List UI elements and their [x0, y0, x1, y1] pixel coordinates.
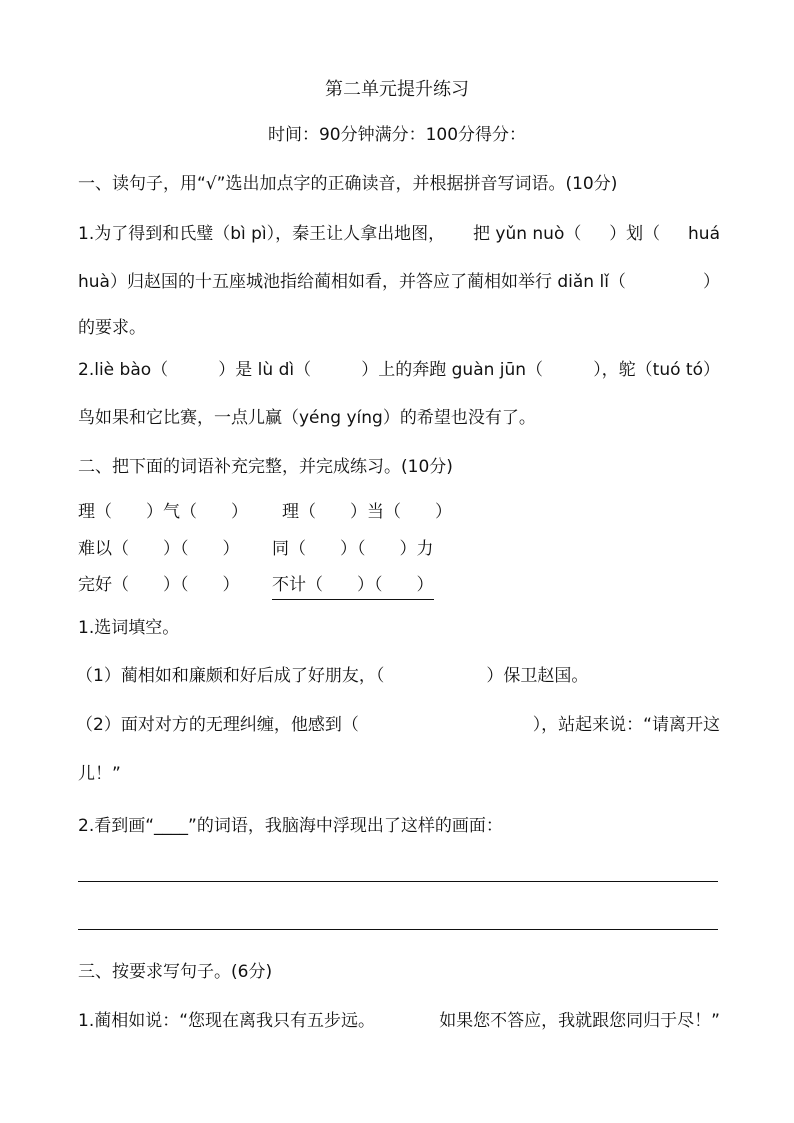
section2-q2: 2.看到画“____”的词语，我脑海中浮现出了这样的画面： [78, 816, 503, 836]
q1-line1-part1: 1.为了得到和氏璧（bì pì），秦王让人拿出地图， [78, 224, 446, 244]
answer-line-2[interactable] [78, 929, 718, 930]
q1-line1-part3: ）划（ [609, 224, 661, 244]
q1-line1-part2: 把 yǔn nuò（ [472, 224, 582, 244]
fill-item-1: 理（ ）气（ ） [78, 502, 248, 522]
answer-line-1[interactable] [78, 881, 718, 882]
q1-line1-part4: huá [688, 224, 720, 244]
item2-part2: ），站起来说：“请离开这 [532, 715, 720, 735]
section2-q1-item2-line1 [76, 713, 720, 737]
q1-line2-part2: ） [703, 272, 720, 292]
section1-q1-line2 [78, 270, 720, 294]
section2-q1-item1: （1）蔺相如和廉颇和好后成了好朋友，（ ）保卫赵国。 [76, 666, 589, 686]
page-title: 第二单元提升练习 [325, 79, 469, 100]
q2-line1-part1: 2.liè bào（ [78, 360, 169, 380]
section2-q1-item2-line2: 儿！” [78, 764, 121, 784]
section2-heading: 二、把下面的词语补充完整，并完成练习。(10分) [78, 457, 453, 477]
q1-line2-part1: huà）归赵国的十五座城池指给蔺相如看，并答应了蔺相如举行 diǎn lǐ（ [78, 272, 626, 292]
fill-item-4: 同（ ）（ ）力 [272, 539, 434, 559]
fill-item-6-underlined: 不计（ ）（ ） [272, 573, 434, 600]
section1-heading: 一、读句子，用“√”选出加点字的正确读音，并根据拼音写词语。(10分) [78, 174, 618, 194]
section1-q2-line2: 鸟如果和它比赛，一点儿赢（yéng yíng）的希望也没有了。 [78, 408, 536, 428]
section1-q2-line1 [78, 358, 720, 382]
fill-item-3: 难以（ ）（ ） [78, 539, 240, 559]
section1-q1-line3: 的要求。 [78, 318, 146, 338]
fill-item-5: 完好（ ）（ ） [78, 575, 240, 595]
section1-q1-line1 [78, 222, 720, 246]
page-subtitle: 时间：90分钟满分：100分得分： [267, 125, 527, 145]
q2-line1-part3: ）上的奔跑 guàn jūn（ [361, 360, 544, 380]
fill-item-2: 理（ ）当（ ） [282, 502, 452, 522]
section3-q1-part1: 1.蔺相如说：“您现在离我只有五步远。 [78, 1011, 376, 1031]
q2-line1-part4: ），鸵（tuó tó） [593, 360, 720, 380]
section2-q1-label: 1.选词填空。 [78, 618, 180, 638]
section3-q1-part2: 如果您不答应，我就跟您同归于尽！” [439, 1011, 720, 1031]
item2-part1: （2）面对对方的无理纠缠，他感到（ [76, 715, 359, 735]
q2-line1-part2: ）是 lù dì（ [218, 360, 312, 380]
section3-heading: 三、按要求写句子。(6分) [78, 962, 273, 982]
section3-q1 [78, 1009, 720, 1033]
